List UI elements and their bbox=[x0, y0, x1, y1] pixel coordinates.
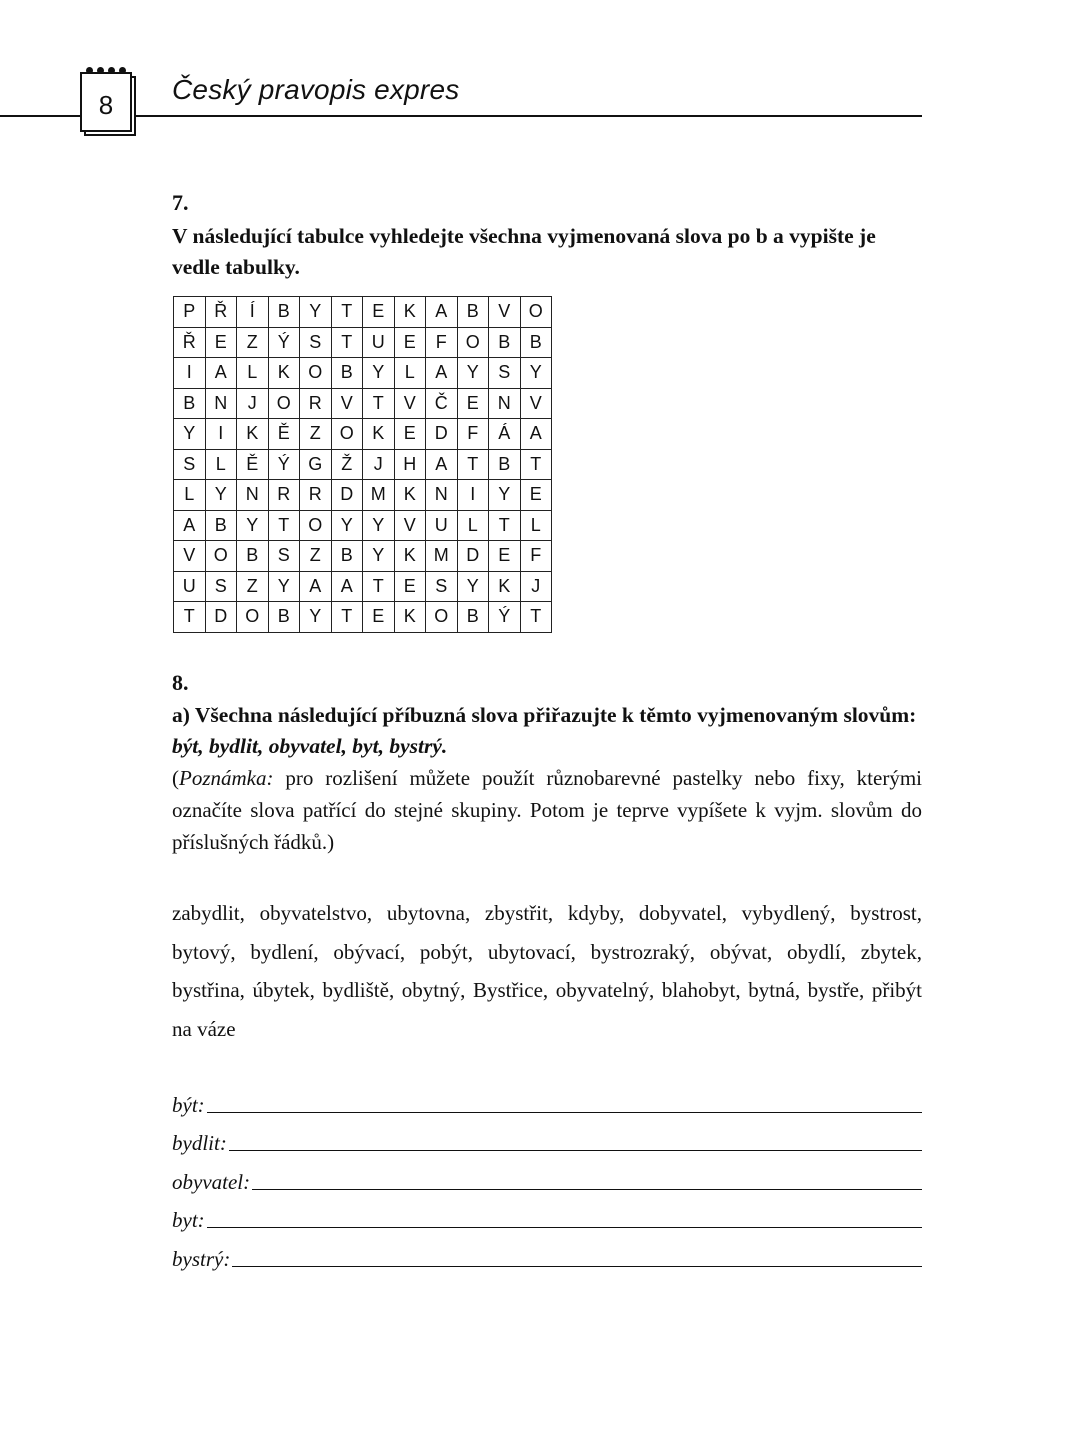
grid-cell[interactable]: T bbox=[331, 327, 363, 358]
grid-cell[interactable]: E bbox=[520, 480, 552, 511]
grid-cell[interactable]: M bbox=[363, 480, 395, 511]
note-open-paren: ( bbox=[172, 766, 179, 790]
answer-blank-line[interactable] bbox=[207, 1111, 922, 1113]
grid-cell[interactable]: T bbox=[331, 602, 363, 633]
answer-line-bydlit[interactable] bbox=[172, 1117, 922, 1156]
grid-cell[interactable]: Y bbox=[331, 510, 363, 541]
grid-cell[interactable]: F bbox=[520, 541, 552, 572]
grid-cell[interactable]: I bbox=[457, 480, 489, 511]
answer-blank-line[interactable] bbox=[207, 1226, 922, 1228]
grid-cell[interactable]: A bbox=[331, 571, 363, 602]
grid-cell[interactable]: Y bbox=[237, 510, 269, 541]
grid-cell[interactable]: J bbox=[237, 388, 269, 419]
answer-blank-line[interactable] bbox=[229, 1149, 922, 1151]
grid-cell[interactable]: E bbox=[457, 388, 489, 419]
grid-cell[interactable]: O bbox=[520, 297, 552, 328]
grid-cell[interactable]: A bbox=[426, 449, 458, 480]
grid-cell[interactable]: V bbox=[394, 510, 426, 541]
grid-cell[interactable]: T bbox=[520, 449, 552, 480]
grid-cell[interactable]: B bbox=[489, 327, 521, 358]
grid-cell[interactable]: Í bbox=[237, 297, 269, 328]
grid-cell[interactable]: D bbox=[331, 480, 363, 511]
grid-cell[interactable]: T bbox=[363, 571, 395, 602]
grid-row bbox=[174, 602, 552, 633]
grid-cell[interactable]: S bbox=[268, 541, 300, 572]
grid-cell[interactable]: B bbox=[520, 327, 552, 358]
grid-cell[interactable]: L bbox=[520, 510, 552, 541]
grid-cell[interactable]: B bbox=[331, 541, 363, 572]
grid-cell[interactable]: B bbox=[489, 449, 521, 480]
grid-cell[interactable]: T bbox=[268, 510, 300, 541]
grid-cell[interactable]: O bbox=[300, 358, 332, 389]
grid-cell[interactable]: S bbox=[426, 571, 458, 602]
grid-cell[interactable]: R bbox=[300, 480, 332, 511]
exercise-7-task: V následující tabulce vyhledejte všechna vyjmenovaná slova po b a vypište je vedle tabulky. bbox=[172, 224, 876, 279]
grid-cell[interactable]: T bbox=[489, 510, 521, 541]
grid-cell[interactable]: S bbox=[300, 327, 332, 358]
grid-cell[interactable]: L bbox=[205, 449, 237, 480]
grid-cell[interactable]: Y bbox=[520, 358, 552, 389]
grid-cell[interactable]: N bbox=[489, 388, 521, 419]
grid-cell[interactable]: K bbox=[394, 480, 426, 511]
grid-cell[interactable]: Č bbox=[426, 388, 458, 419]
answer-label: byt: bbox=[172, 1208, 205, 1232]
exercise-8-task bbox=[172, 700, 922, 762]
grid-cell[interactable]: S bbox=[489, 358, 521, 389]
answer-line-bystry[interactable] bbox=[172, 1232, 922, 1271]
grid-cell[interactable]: Á bbox=[489, 419, 521, 450]
grid-cell[interactable]: V bbox=[520, 388, 552, 419]
grid-row bbox=[174, 449, 552, 480]
task-prefix: a) Všechna následující příbuzná slova přiřazujte k těmto vyjmenovaným slovům: bbox=[172, 703, 917, 727]
grid-cell[interactable]: L bbox=[237, 358, 269, 389]
grid-cell[interactable]: Y bbox=[300, 602, 332, 633]
answer-label: obyvatel: bbox=[172, 1169, 251, 1194]
grid-cell[interactable]: S bbox=[174, 449, 206, 480]
grid-cell[interactable]: B bbox=[331, 358, 363, 389]
grid-cell[interactable]: E bbox=[363, 602, 395, 633]
related-words-list: zabydlit, obyvatelstvo, ubytovna, zbystřit, kdyby, dobyvatel, vybydlený, bystrost, bytový, bydlení, obývací, pobýt, ubytovací, bystrozraký, obývat, obydlí, zbytek, bystřina, úbytek, bydliště, obytný, Bystřice, obyvatelný, blahobyt, bytná, bystře, přibýt na váze bbox=[172, 901, 922, 1041]
grid-row bbox=[174, 480, 552, 511]
grid-cell[interactable]: L bbox=[457, 510, 489, 541]
grid-cell[interactable]: O bbox=[426, 602, 458, 633]
grid-cell[interactable]: L bbox=[394, 358, 426, 389]
grid-cell[interactable]: H bbox=[394, 449, 426, 480]
grid-cell[interactable]: R bbox=[300, 388, 332, 419]
grid-cell[interactable]: T bbox=[174, 602, 206, 633]
page-number: 8 bbox=[80, 72, 132, 132]
grid-cell[interactable]: P bbox=[174, 297, 206, 328]
grid-cell[interactable]: Y bbox=[363, 541, 395, 572]
grid-cell[interactable]: E bbox=[363, 297, 395, 328]
grid-cell[interactable]: M bbox=[426, 541, 458, 572]
grid-cell[interactable]: T bbox=[520, 602, 552, 633]
grid-cell[interactable]: Z bbox=[300, 419, 332, 450]
grid-cell[interactable]: Y bbox=[457, 358, 489, 389]
grid-cell[interactable]: Z bbox=[237, 327, 269, 358]
grid-cell[interactable]: I bbox=[205, 419, 237, 450]
grid-row bbox=[174, 571, 552, 602]
grid-cell[interactable]: E bbox=[394, 327, 426, 358]
ring-dot bbox=[86, 67, 93, 74]
ring-dot bbox=[97, 67, 104, 74]
grid-cell[interactable]: E bbox=[489, 541, 521, 572]
grid-cell[interactable]: Y bbox=[457, 571, 489, 602]
grid-cell[interactable]: Z bbox=[237, 571, 269, 602]
grid-cell[interactable]: V bbox=[331, 388, 363, 419]
grid-cell[interactable]: F bbox=[426, 327, 458, 358]
grid-cell[interactable]: B bbox=[457, 602, 489, 633]
grid-cell[interactable]: Y bbox=[205, 480, 237, 511]
grid-cell[interactable]: O bbox=[237, 602, 269, 633]
grid-cell[interactable]: B bbox=[174, 388, 206, 419]
grid-cell[interactable]: A bbox=[174, 510, 206, 541]
grid-cell[interactable]: O bbox=[331, 419, 363, 450]
grid-cell[interactable]: K bbox=[363, 419, 395, 450]
grid-cell[interactable]: D bbox=[426, 419, 458, 450]
grid-cell[interactable]: Ř bbox=[174, 327, 206, 358]
grid-cell[interactable]: A bbox=[205, 358, 237, 389]
grid-cell[interactable]: S bbox=[205, 571, 237, 602]
grid-cell[interactable]: K bbox=[394, 602, 426, 633]
grid-cell[interactable]: K bbox=[237, 419, 269, 450]
grid-cell[interactable]: Y bbox=[489, 480, 521, 511]
grid-row bbox=[174, 358, 552, 389]
grid-cell[interactable]: E bbox=[394, 571, 426, 602]
grid-cell[interactable]: Ě bbox=[268, 419, 300, 450]
grid-cell[interactable]: G bbox=[300, 449, 332, 480]
task-target-words: být, bydlit, obyvatel, byt, bystrý. bbox=[172, 734, 448, 758]
answer-blank-line[interactable] bbox=[232, 1265, 922, 1267]
grid-cell[interactable]: K bbox=[394, 297, 426, 328]
grid-cell[interactable]: U bbox=[174, 571, 206, 602]
exercise-8-note bbox=[172, 762, 922, 858]
page-number-badge bbox=[80, 72, 136, 136]
grid-cell[interactable]: U bbox=[363, 327, 395, 358]
answer-line-byt[interactable] bbox=[172, 1194, 922, 1233]
word-search-grid bbox=[173, 296, 552, 633]
grid-cell[interactable]: Ř bbox=[205, 297, 237, 328]
grid-cell[interactable]: J bbox=[520, 571, 552, 602]
answer-line-byt-long[interactable] bbox=[172, 1078, 922, 1117]
grid-cell[interactable]: Y bbox=[363, 510, 395, 541]
grid-cell[interactable]: B bbox=[268, 297, 300, 328]
grid-cell[interactable]: T bbox=[363, 388, 395, 419]
grid-cell[interactable]: D bbox=[457, 541, 489, 572]
grid-cell[interactable]: V bbox=[174, 541, 206, 572]
grid-cell[interactable]: T bbox=[331, 297, 363, 328]
grid-cell[interactable]: Y bbox=[174, 419, 206, 450]
answer-lines bbox=[172, 1078, 922, 1271]
grid-cell[interactable]: I bbox=[174, 358, 206, 389]
grid-row bbox=[174, 327, 552, 358]
note-text: pro rozlišení můžete použít různobarevné pastelky nebo fixy, kterými označíte slova patřící do stejné skupiny. Potom je teprve vypíšete k vyjm. slovům do příslušných řádků.) bbox=[172, 766, 922, 854]
grid-cell[interactable]: D bbox=[205, 602, 237, 633]
header-rule bbox=[0, 115, 922, 117]
grid-cell[interactable]: B bbox=[457, 297, 489, 328]
grid-cell[interactable]: A bbox=[426, 297, 458, 328]
note-label: Poznámka: bbox=[179, 766, 274, 790]
grid-cell[interactable]: B bbox=[237, 541, 269, 572]
grid-cell[interactable]: V bbox=[489, 297, 521, 328]
grid-cell[interactable]: N bbox=[205, 388, 237, 419]
grid-cell[interactable]: L bbox=[174, 480, 206, 511]
grid-cell[interactable]: O bbox=[205, 541, 237, 572]
grid-cell[interactable]: B bbox=[268, 602, 300, 633]
grid-cell[interactable]: Y bbox=[268, 571, 300, 602]
grid-cell[interactable]: R bbox=[268, 480, 300, 511]
grid-cell[interactable]: Ý bbox=[489, 602, 521, 633]
grid-cell[interactable]: E bbox=[394, 419, 426, 450]
grid-cell[interactable]: E bbox=[205, 327, 237, 358]
grid-cell[interactable]: K bbox=[268, 358, 300, 389]
grid-row bbox=[174, 297, 552, 328]
grid-cell[interactable]: K bbox=[394, 541, 426, 572]
grid-cell[interactable]: Ý bbox=[268, 327, 300, 358]
grid-cell[interactable]: Y bbox=[363, 358, 395, 389]
grid-cell[interactable]: F bbox=[457, 419, 489, 450]
grid-cell[interactable]: J bbox=[363, 449, 395, 480]
grid-cell[interactable]: Ý bbox=[268, 449, 300, 480]
exercise-8-number: 8. bbox=[172, 670, 189, 695]
answer-blank-line[interactable] bbox=[252, 1188, 922, 1190]
grid-cell[interactable]: Ě bbox=[237, 449, 269, 480]
grid-row bbox=[174, 419, 552, 450]
exercise-7-number: 7. bbox=[172, 190, 189, 215]
grid-cell[interactable]: V bbox=[394, 388, 426, 419]
answer-label: být: bbox=[172, 1092, 205, 1117]
book-title: Český pravopis expres bbox=[172, 74, 460, 105]
grid-cell[interactable]: Z bbox=[300, 541, 332, 572]
grid-cell[interactable]: A bbox=[300, 571, 332, 602]
grid-cell[interactable]: B bbox=[205, 510, 237, 541]
grid-cell[interactable]: A bbox=[426, 358, 458, 389]
answer-label: bystrý: bbox=[172, 1246, 231, 1271]
grid-cell[interactable]: Y bbox=[300, 297, 332, 328]
grid-row bbox=[174, 388, 552, 419]
grid-cell[interactable]: Ž bbox=[331, 449, 363, 480]
answer-label: bydlit: bbox=[172, 1131, 227, 1155]
answer-line-obyvatel[interactable] bbox=[172, 1155, 922, 1194]
grid-cell[interactable]: U bbox=[426, 510, 458, 541]
grid-cell[interactable]: O bbox=[457, 327, 489, 358]
ring-dot bbox=[119, 67, 126, 74]
grid-cell[interactable]: A bbox=[520, 419, 552, 450]
grid-cell[interactable]: N bbox=[426, 480, 458, 511]
binder-rings-icon bbox=[86, 67, 126, 77]
ring-dot bbox=[108, 67, 115, 74]
grid-cell[interactable]: N bbox=[237, 480, 269, 511]
grid-row bbox=[174, 510, 552, 541]
grid-cell[interactable]: T bbox=[457, 449, 489, 480]
grid-cell[interactable]: O bbox=[300, 510, 332, 541]
grid-cell[interactable]: O bbox=[268, 388, 300, 419]
grid-row bbox=[174, 541, 552, 572]
grid-cell[interactable]: K bbox=[489, 571, 521, 602]
